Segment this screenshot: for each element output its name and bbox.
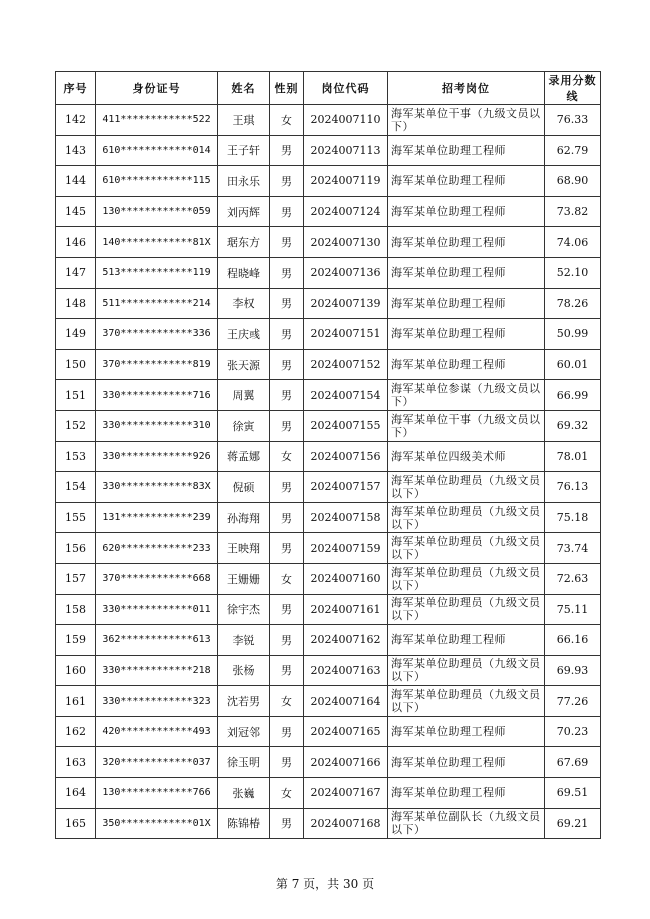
gender-cell: 男 bbox=[270, 655, 304, 686]
name-cell: 刘冠邻 bbox=[218, 716, 270, 747]
name-cell: 王琪 bbox=[218, 105, 270, 136]
header-score: 录用分数线 bbox=[545, 72, 601, 105]
seq-cell: 165 bbox=[56, 808, 96, 839]
post-cell: 海军某单位副队长（九级文员以下） bbox=[388, 808, 545, 839]
table-row bbox=[56, 533, 601, 564]
seq-cell: 150 bbox=[56, 349, 96, 380]
gender-cell: 男 bbox=[270, 257, 304, 288]
id-cell: 610************115 bbox=[96, 166, 218, 197]
seq-cell: 160 bbox=[56, 655, 96, 686]
post-cell: 海军某单位助理工程师 bbox=[388, 227, 545, 258]
id-cell: 511************214 bbox=[96, 288, 218, 319]
seq-cell: 147 bbox=[56, 257, 96, 288]
post-code-cell: 2024007152 bbox=[304, 349, 388, 380]
gender-cell: 男 bbox=[270, 716, 304, 747]
seq-cell: 157 bbox=[56, 563, 96, 594]
score-cell: 76.13 bbox=[545, 472, 601, 503]
id-cell: 513************119 bbox=[96, 257, 218, 288]
table-row bbox=[56, 594, 601, 625]
header-post-code: 岗位代码 bbox=[304, 72, 388, 105]
name-cell: 王映翔 bbox=[218, 533, 270, 564]
score-cell: 66.99 bbox=[545, 380, 601, 411]
id-cell: 330************926 bbox=[96, 441, 218, 472]
score-cell: 76.33 bbox=[545, 105, 601, 136]
post-cell: 海军某单位助理工程师 bbox=[388, 257, 545, 288]
table-row bbox=[56, 319, 601, 350]
post-cell: 海军某单位助理员（九级文员以下） bbox=[388, 502, 545, 533]
table-row bbox=[56, 778, 601, 809]
seq-cell: 154 bbox=[56, 472, 96, 503]
table-row bbox=[56, 410, 601, 441]
seq-cell: 151 bbox=[56, 380, 96, 411]
score-cell: 78.26 bbox=[545, 288, 601, 319]
post-cell: 海军某单位干事（九级文员以下） bbox=[388, 410, 545, 441]
name-cell: 周翼 bbox=[218, 380, 270, 411]
post-code-cell: 2024007159 bbox=[304, 533, 388, 564]
id-cell: 610************014 bbox=[96, 135, 218, 166]
post-cell: 海军某单位助理员（九级文员以下） bbox=[388, 594, 545, 625]
table-row bbox=[56, 135, 601, 166]
table-row bbox=[56, 105, 601, 136]
header-id: 身份证号 bbox=[96, 72, 218, 105]
score-cell: 50.99 bbox=[545, 319, 601, 350]
table-body bbox=[56, 105, 601, 839]
id-cell: 130************059 bbox=[96, 196, 218, 227]
seq-cell: 161 bbox=[56, 686, 96, 717]
table-row bbox=[56, 747, 601, 778]
gender-cell: 女 bbox=[270, 441, 304, 472]
post-cell: 海军某单位助理工程师 bbox=[388, 778, 545, 809]
score-cell: 60.01 bbox=[545, 349, 601, 380]
id-cell: 370************336 bbox=[96, 319, 218, 350]
post-code-cell: 2024007154 bbox=[304, 380, 388, 411]
score-cell: 69.51 bbox=[545, 778, 601, 809]
post-cell: 海军某单位干事（九级文员以下） bbox=[388, 105, 545, 136]
table-row bbox=[56, 380, 601, 411]
table-row bbox=[56, 441, 601, 472]
gender-cell: 男 bbox=[270, 625, 304, 656]
post-code-cell: 2024007161 bbox=[304, 594, 388, 625]
post-code-cell: 2024007164 bbox=[304, 686, 388, 717]
header-name: 姓名 bbox=[218, 72, 270, 105]
post-code-cell: 2024007160 bbox=[304, 563, 388, 594]
name-cell: 徐玉明 bbox=[218, 747, 270, 778]
post-cell: 海军某单位助理员（九级文员以下） bbox=[388, 563, 545, 594]
post-cell: 海军某单位助理员（九级文员以下） bbox=[388, 655, 545, 686]
id-cell: 620************233 bbox=[96, 533, 218, 564]
name-cell: 孙海翔 bbox=[218, 502, 270, 533]
score-cell: 69.93 bbox=[545, 655, 601, 686]
id-cell: 420************493 bbox=[96, 716, 218, 747]
name-cell: 李权 bbox=[218, 288, 270, 319]
name-cell: 蒋孟娜 bbox=[218, 441, 270, 472]
score-cell: 77.26 bbox=[545, 686, 601, 717]
name-cell: 陈锦椿 bbox=[218, 808, 270, 839]
score-cell: 52.10 bbox=[545, 257, 601, 288]
gender-cell: 男 bbox=[270, 472, 304, 503]
id-cell: 320************037 bbox=[96, 747, 218, 778]
seq-cell: 148 bbox=[56, 288, 96, 319]
id-cell: 350************01X bbox=[96, 808, 218, 839]
score-cell: 72.63 bbox=[545, 563, 601, 594]
seq-cell: 143 bbox=[56, 135, 96, 166]
score-cell: 66.16 bbox=[545, 625, 601, 656]
gender-cell: 男 bbox=[270, 166, 304, 197]
id-cell: 330************716 bbox=[96, 380, 218, 411]
post-code-cell: 2024007168 bbox=[304, 808, 388, 839]
post-cell: 海军某单位助理员（九级文员以下） bbox=[388, 533, 545, 564]
table-row bbox=[56, 502, 601, 533]
post-code-cell: 2024007124 bbox=[304, 196, 388, 227]
id-cell: 330************218 bbox=[96, 655, 218, 686]
post-code-cell: 2024007136 bbox=[304, 257, 388, 288]
table-row bbox=[56, 166, 601, 197]
name-cell: 李锐 bbox=[218, 625, 270, 656]
score-cell: 68.90 bbox=[545, 166, 601, 197]
score-cell: 69.32 bbox=[545, 410, 601, 441]
table-row bbox=[56, 716, 601, 747]
gender-cell: 女 bbox=[270, 105, 304, 136]
score-cell: 70.23 bbox=[545, 716, 601, 747]
seq-cell: 153 bbox=[56, 441, 96, 472]
post-code-cell: 2024007130 bbox=[304, 227, 388, 258]
score-cell: 75.18 bbox=[545, 502, 601, 533]
post-code-cell: 2024007165 bbox=[304, 716, 388, 747]
header-gender: 性别 bbox=[270, 72, 304, 105]
gender-cell: 男 bbox=[270, 380, 304, 411]
header-seq: 序号 bbox=[56, 72, 96, 105]
name-cell: 刘丙辉 bbox=[218, 196, 270, 227]
gender-cell: 男 bbox=[270, 135, 304, 166]
score-cell: 67.69 bbox=[545, 747, 601, 778]
name-cell: 倪硕 bbox=[218, 472, 270, 503]
post-cell: 海军某单位助理工程师 bbox=[388, 625, 545, 656]
post-code-cell: 2024007139 bbox=[304, 288, 388, 319]
score-cell: 73.82 bbox=[545, 196, 601, 227]
post-code-cell: 2024007158 bbox=[304, 502, 388, 533]
post-code-cell: 2024007163 bbox=[304, 655, 388, 686]
gender-cell: 男 bbox=[270, 288, 304, 319]
post-code-cell: 2024007167 bbox=[304, 778, 388, 809]
score-cell: 62.79 bbox=[545, 135, 601, 166]
name-cell: 田永乐 bbox=[218, 166, 270, 197]
table-row bbox=[56, 257, 601, 288]
post-code-cell: 2024007119 bbox=[304, 166, 388, 197]
gender-cell: 女 bbox=[270, 778, 304, 809]
post-code-cell: 2024007157 bbox=[304, 472, 388, 503]
gender-cell: 男 bbox=[270, 747, 304, 778]
table-row bbox=[56, 196, 601, 227]
gender-cell: 男 bbox=[270, 227, 304, 258]
id-cell: 370************668 bbox=[96, 563, 218, 594]
post-cell: 海军某单位参谋（九级文员以下） bbox=[388, 380, 545, 411]
name-cell: 王姗姗 bbox=[218, 563, 270, 594]
gender-cell: 男 bbox=[270, 349, 304, 380]
table-row bbox=[56, 563, 601, 594]
post-code-cell: 2024007113 bbox=[304, 135, 388, 166]
seq-cell: 164 bbox=[56, 778, 96, 809]
name-cell: 程晓峰 bbox=[218, 257, 270, 288]
table-row bbox=[56, 686, 601, 717]
seq-cell: 158 bbox=[56, 594, 96, 625]
id-cell: 131************239 bbox=[96, 502, 218, 533]
id-cell: 330************323 bbox=[96, 686, 218, 717]
post-code-cell: 2024007166 bbox=[304, 747, 388, 778]
id-cell: 330************310 bbox=[96, 410, 218, 441]
gender-cell: 女 bbox=[270, 563, 304, 594]
id-cell: 330************83X bbox=[96, 472, 218, 503]
seq-cell: 144 bbox=[56, 166, 96, 197]
post-cell: 海军某单位助理员（九级文员以下） bbox=[388, 472, 545, 503]
post-cell: 海军某单位助理工程师 bbox=[388, 349, 545, 380]
table-row bbox=[56, 349, 601, 380]
table-row bbox=[56, 625, 601, 656]
id-cell: 362************613 bbox=[96, 625, 218, 656]
score-cell: 74.06 bbox=[545, 227, 601, 258]
seq-cell: 156 bbox=[56, 533, 96, 564]
score-cell: 75.11 bbox=[545, 594, 601, 625]
name-cell: 张杨 bbox=[218, 655, 270, 686]
score-cell: 69.21 bbox=[545, 808, 601, 839]
header-post: 招考岗位 bbox=[388, 72, 545, 105]
post-cell: 海军某单位助理工程师 bbox=[388, 288, 545, 319]
post-code-cell: 2024007155 bbox=[304, 410, 388, 441]
seq-cell: 155 bbox=[56, 502, 96, 533]
name-cell: 徐寅 bbox=[218, 410, 270, 441]
gender-cell: 男 bbox=[270, 319, 304, 350]
admission-table bbox=[55, 71, 601, 839]
gender-cell: 男 bbox=[270, 808, 304, 839]
name-cell: 张天源 bbox=[218, 349, 270, 380]
post-cell: 海军某单位助理工程师 bbox=[388, 716, 545, 747]
gender-cell: 男 bbox=[270, 594, 304, 625]
seq-cell: 159 bbox=[56, 625, 96, 656]
score-cell: 73.74 bbox=[545, 533, 601, 564]
gender-cell: 男 bbox=[270, 410, 304, 441]
id-cell: 130************766 bbox=[96, 778, 218, 809]
seq-cell: 162 bbox=[56, 716, 96, 747]
name-cell: 徐宇杰 bbox=[218, 594, 270, 625]
id-cell: 140************81X bbox=[96, 227, 218, 258]
post-cell: 海军某单位助理工程师 bbox=[388, 319, 545, 350]
post-code-cell: 2024007110 bbox=[304, 105, 388, 136]
table-row bbox=[56, 472, 601, 503]
seq-cell: 152 bbox=[56, 410, 96, 441]
gender-cell: 男 bbox=[270, 502, 304, 533]
name-cell: 王庆彧 bbox=[218, 319, 270, 350]
post-code-cell: 2024007156 bbox=[304, 441, 388, 472]
id-cell: 411************522 bbox=[96, 105, 218, 136]
table-row bbox=[56, 808, 601, 839]
gender-cell: 女 bbox=[270, 686, 304, 717]
id-cell: 370************819 bbox=[96, 349, 218, 380]
post-cell: 海军某单位助理员（九级文员以下） bbox=[388, 686, 545, 717]
seq-cell: 163 bbox=[56, 747, 96, 778]
name-cell: 琚东方 bbox=[218, 227, 270, 258]
post-cell: 海军某单位四级美术师 bbox=[388, 441, 545, 472]
table-row bbox=[56, 227, 601, 258]
id-cell: 330************011 bbox=[96, 594, 218, 625]
post-code-cell: 2024007162 bbox=[304, 625, 388, 656]
seq-cell: 142 bbox=[56, 105, 96, 136]
post-code-cell: 2024007151 bbox=[304, 319, 388, 350]
seq-cell: 145 bbox=[56, 196, 96, 227]
table-row bbox=[56, 655, 601, 686]
gender-cell: 男 bbox=[270, 196, 304, 227]
seq-cell: 149 bbox=[56, 319, 96, 350]
name-cell: 张巍 bbox=[218, 778, 270, 809]
name-cell: 王子轩 bbox=[218, 135, 270, 166]
table-row bbox=[56, 288, 601, 319]
post-cell: 海军某单位助理工程师 bbox=[388, 135, 545, 166]
post-cell: 海军某单位助理工程师 bbox=[388, 196, 545, 227]
name-cell: 沈若男 bbox=[218, 686, 270, 717]
gender-cell: 男 bbox=[270, 533, 304, 564]
post-cell: 海军某单位助理工程师 bbox=[388, 747, 545, 778]
seq-cell: 146 bbox=[56, 227, 96, 258]
header-row bbox=[56, 72, 601, 105]
post-cell: 海军某单位助理工程师 bbox=[388, 166, 545, 197]
page-footer: 第 7 页，共 30 页 bbox=[275, 877, 375, 891]
score-cell: 78.01 bbox=[545, 441, 601, 472]
